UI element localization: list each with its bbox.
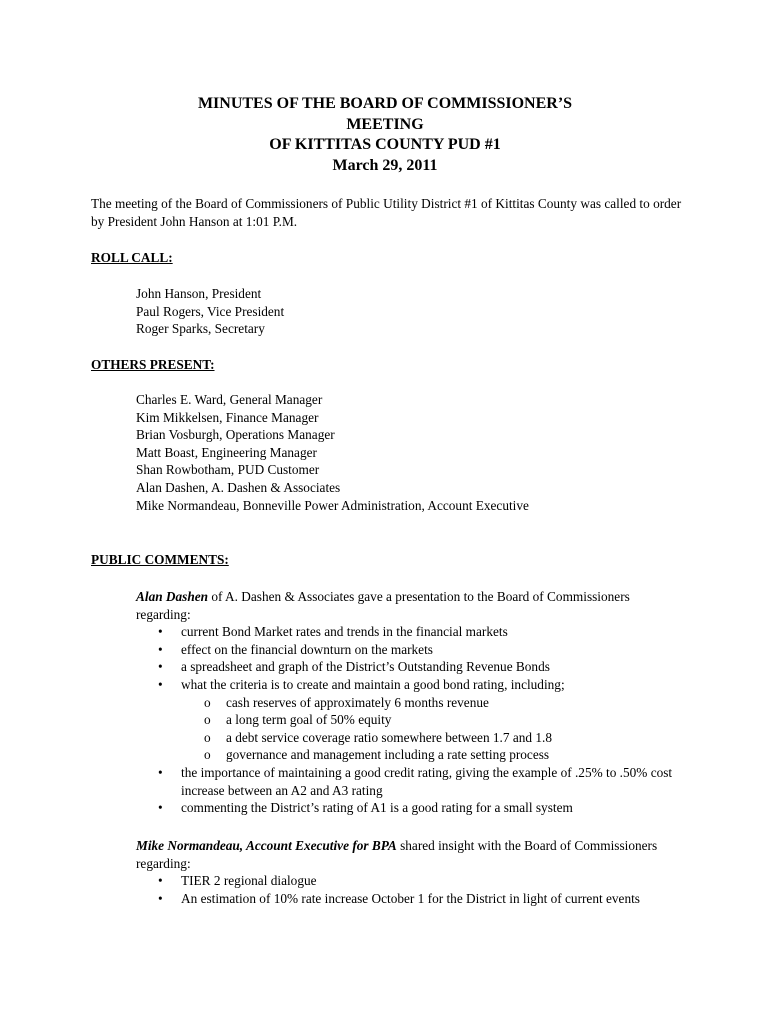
comment-intro <box>136 837 681 872</box>
intro-paragraph: The meeting of the Board of Commissioners of Public Utility District #1 of Kittitas County was called to order by President John Hanson at 1:01 P.M. <box>91 196 682 229</box>
sub-bullet-text: a long term goal of 50% equity <box>226 712 392 728</box>
comment-intro-text: shared insight with the Board of Commissioners regarding: <box>136 838 658 871</box>
bullet-icon: • <box>158 624 163 640</box>
others-present-heading: OTHERS PRESENT: <box>91 357 215 372</box>
bullet-text: effect on the financial downturn on the markets <box>181 641 433 657</box>
document-title <box>0 94 770 176</box>
speaker-name: Mike Normandeau, Account Executive for BPA <box>136 838 397 853</box>
bullet-icon: • <box>158 800 163 816</box>
list-item: Kim Mikkelsen, Finance Manager <box>136 409 319 425</box>
bullet-icon: • <box>158 676 163 692</box>
bullet-item <box>136 658 681 676</box>
sub-bullet-text: governance and management including a rate setting process <box>226 747 550 763</box>
bullet-item <box>136 890 681 908</box>
list-item: Charles E. Ward, General Manager <box>136 392 323 407</box>
bullet-item <box>136 764 681 799</box>
title-line-3: OF KITTITAS COUNTY PUD #1 <box>269 136 501 153</box>
bullet-item <box>136 799 681 817</box>
bullet-icon: • <box>158 659 163 675</box>
public-comments-heading: PUBLIC COMMENTS: <box>91 552 229 567</box>
bullet-icon: • <box>158 873 163 889</box>
title-line-2: MEETING <box>346 115 424 133</box>
roll-call-list <box>136 285 284 338</box>
mike-normandeau-comment <box>136 837 681 907</box>
others-present-list <box>136 391 529 514</box>
sub-bullet-item <box>136 746 681 764</box>
list-item: Roger Sparks, Secretary <box>136 321 265 337</box>
comment-intro <box>136 588 681 623</box>
bullet-list <box>136 623 681 817</box>
list-item: Shan Rowbotham, PUD Customer <box>136 462 320 478</box>
circle-bullet-icon: o <box>204 712 211 728</box>
circle-bullet-icon: o <box>204 747 211 763</box>
list-item: John Hanson, President <box>136 286 262 301</box>
title-date: March 29, 2011 <box>332 156 438 174</box>
sub-bullet-text: cash reserves of approximately 6 months revenue <box>226 694 489 710</box>
bullet-text: the importance of maintaining a good credit rating, giving the example of .25% to .50% cost increase between an A2 and A3 rating <box>181 764 673 798</box>
bullet-text: An estimation of 10% rate increase October 1 for the District in light of current events <box>181 890 640 906</box>
bullet-text: commenting the District’s rating of A1 is a good rating for a small system <box>181 800 573 816</box>
speaker-name: Alan Dashen <box>136 589 209 604</box>
list-item: Alan Dashen, A. Dashen & Associates <box>136 479 341 495</box>
bullet-text: what the criteria is to create and maintain a good bond rating, including; <box>181 676 565 692</box>
sub-bullet-item <box>136 694 681 712</box>
list-item: Brian Vosburgh, Operations Manager <box>136 427 335 443</box>
list-item: Mike Normandeau, Bonneville Power Administration, Account Executive <box>136 497 529 513</box>
circle-bullet-icon: o <box>204 694 211 710</box>
bullet-icon: • <box>158 641 163 657</box>
bullet-item <box>136 872 681 890</box>
title-line-1: MINUTES OF THE BOARD OF COMMISSIONER’S <box>197 95 573 112</box>
list-item: Matt Boast, Engineering Manager <box>136 444 317 460</box>
list-item: Paul Rogers, Vice President <box>136 303 285 319</box>
bullet-text: TIER 2 regional dialogue <box>181 873 317 889</box>
bullet-item <box>136 623 681 641</box>
bullet-text: current Bond Market rates and trends in the financial markets <box>181 624 508 640</box>
bullet-text: a spreadsheet and graph of the District’s Outstanding Revenue Bonds <box>181 659 550 675</box>
circle-bullet-icon: o <box>204 729 211 745</box>
alan-dashen-comment <box>136 588 681 817</box>
bullet-list <box>136 872 681 907</box>
bullet-icon: • <box>158 890 163 906</box>
bullet-item <box>136 676 681 694</box>
sub-bullet-text: a debt service coverage ratio somewhere between 1.7 and 1.8 <box>226 729 553 745</box>
roll-call-heading: ROLL CALL: <box>91 250 173 265</box>
bullet-icon: • <box>158 764 163 780</box>
comment-intro-text: of A. Dashen & Associates gave a presentation to the Board of Commissioners regarding: <box>136 589 630 622</box>
sub-bullet-item <box>136 711 681 729</box>
bullet-item <box>136 641 681 659</box>
sub-bullet-item <box>136 729 681 747</box>
